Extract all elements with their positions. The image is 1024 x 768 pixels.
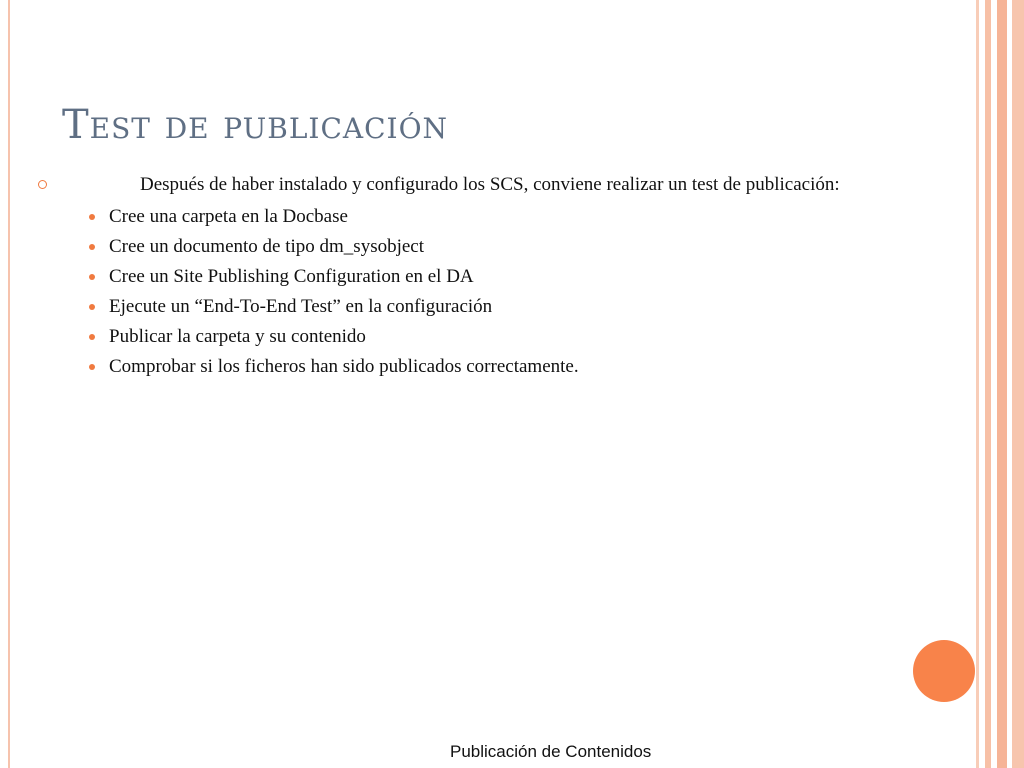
orange-circle-decoration <box>913 640 975 702</box>
right-stripe-4 <box>1012 0 1024 768</box>
slide-footer: Publicación de Contenidos <box>450 742 652 761</box>
right-stripe-1 <box>976 0 979 768</box>
slide-title: Test de publicación <box>62 102 449 148</box>
sub-point <box>38 232 968 262</box>
sub-point <box>38 292 968 322</box>
filled-circle-bullet-icon <box>89 274 95 280</box>
filled-circle-bullet-icon <box>89 304 95 310</box>
filled-circle-bullet-icon <box>89 334 95 340</box>
hollow-circle-bullet-icon <box>38 180 47 189</box>
filled-circle-bullet-icon <box>89 364 95 370</box>
left-border-line <box>8 0 10 768</box>
filled-circle-bullet-icon <box>89 244 95 250</box>
right-stripe-3 <box>997 0 1007 768</box>
main-point-text: Después de haber instalado y configurado los SCS, conviene realizar un test de publicación: <box>140 174 840 195</box>
sub-point-list <box>38 202 968 382</box>
sub-point-text: Cree una carpeta en la Docbase <box>109 206 348 227</box>
sub-point-text: Comprobar si los ficheros han sido publicados correctamente. <box>109 356 579 377</box>
sub-point-text: Ejecute un “End-To-End Test” en la configuración <box>109 296 493 317</box>
filled-circle-bullet-icon <box>89 214 95 220</box>
sub-point <box>38 202 968 232</box>
slide-body <box>38 172 968 382</box>
sub-point-text: Cree un Site Publishing Configuration en el DA <box>109 266 474 287</box>
sub-point-text: Publicar la carpeta y su contenido <box>109 326 366 347</box>
sub-point <box>38 322 968 352</box>
sub-point <box>38 352 968 382</box>
sub-point <box>38 262 968 292</box>
right-stripe-2 <box>985 0 991 768</box>
sub-point-text: Cree un documento de tipo dm_sysobject <box>109 236 425 257</box>
main-point <box>38 172 968 197</box>
